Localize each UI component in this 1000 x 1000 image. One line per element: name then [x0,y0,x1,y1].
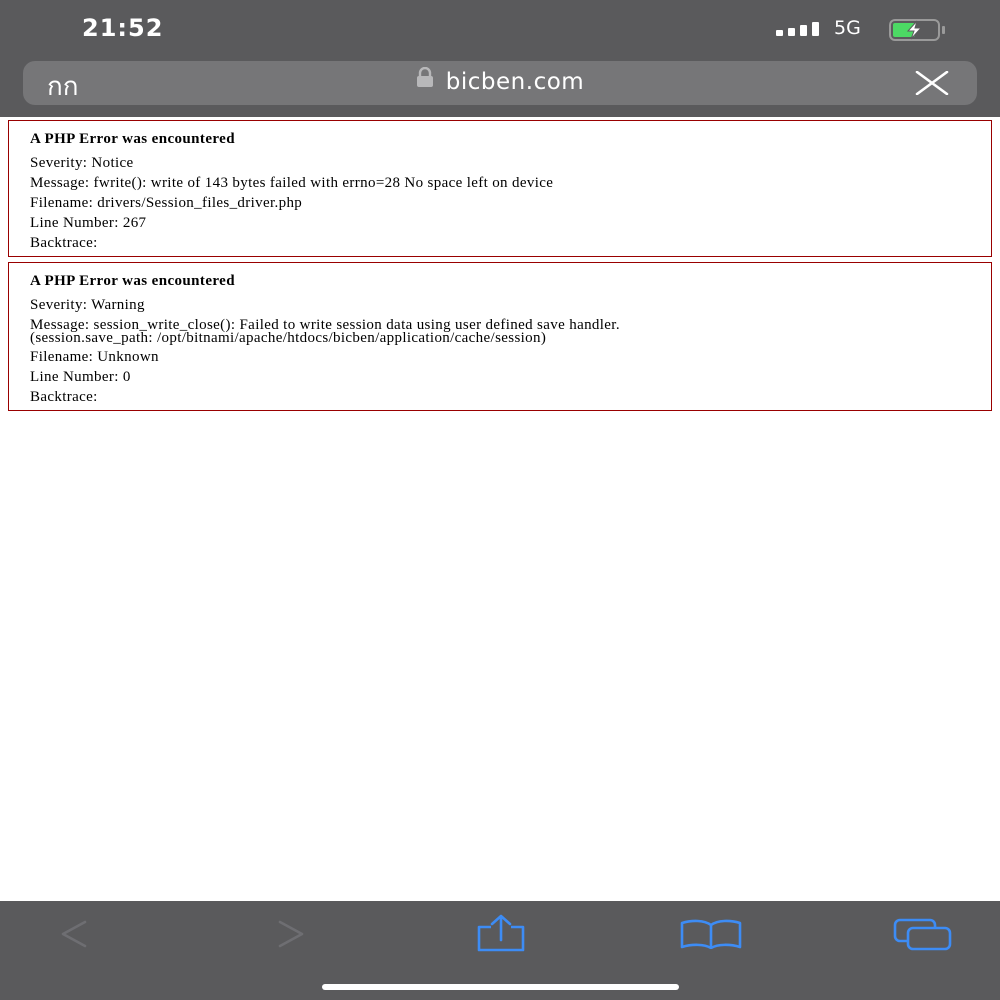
error-message [30,319,971,345]
status-time: 21:52 [82,14,164,42]
error-message-continuation: (session.save_path: /opt/bitnami/apache/htdocs/bicben/application/cache/session) [30,330,547,346]
bookmarks-icon[interactable] [680,919,742,954]
error-filename: Filename: drivers/Session_files_driver.php [30,195,303,211]
home-indicator [322,984,679,990]
php-error-box [8,120,992,257]
error-backtrace: Backtrace: [30,235,98,251]
url-field[interactable] [23,69,977,96]
error-line-number: Line Number: 0 [30,369,131,385]
php-error-box [8,262,992,411]
close-icon[interactable] [915,71,949,95]
forward-icon[interactable] [275,917,307,956]
error-severity: Severity: Notice [30,155,134,171]
url-text: bicben.com [445,69,585,95]
browser-top-chrome [0,0,1000,117]
error-message: Message: fwrite(): write of 143 bytes failed with errno=28 No space left on device [30,175,554,191]
page-content [8,120,992,416]
error-heading: A PHP Error was encountered [30,131,235,147]
error-severity: Severity: Warning [30,297,145,313]
error-message-line: Message: session_write_close(): Failed to write session data using user defined save handler. [30,317,620,333]
reader-mode-button[interactable]: กก [47,72,79,102]
battery-charging-icon [889,19,945,41]
error-line-number: Line Number: 267 [30,215,147,231]
tabs-icon[interactable] [893,917,953,956]
back-icon[interactable] [58,917,90,956]
signal-bars-icon [776,22,820,36]
lock-icon [416,67,434,93]
network-type: 5G [834,17,861,39]
share-icon[interactable] [474,913,528,958]
address-bar[interactable] [23,61,977,105]
error-backtrace: Backtrace: [30,389,98,405]
error-filename: Filename: Unknown [30,349,159,365]
error-heading: A PHP Error was encountered [30,273,235,289]
